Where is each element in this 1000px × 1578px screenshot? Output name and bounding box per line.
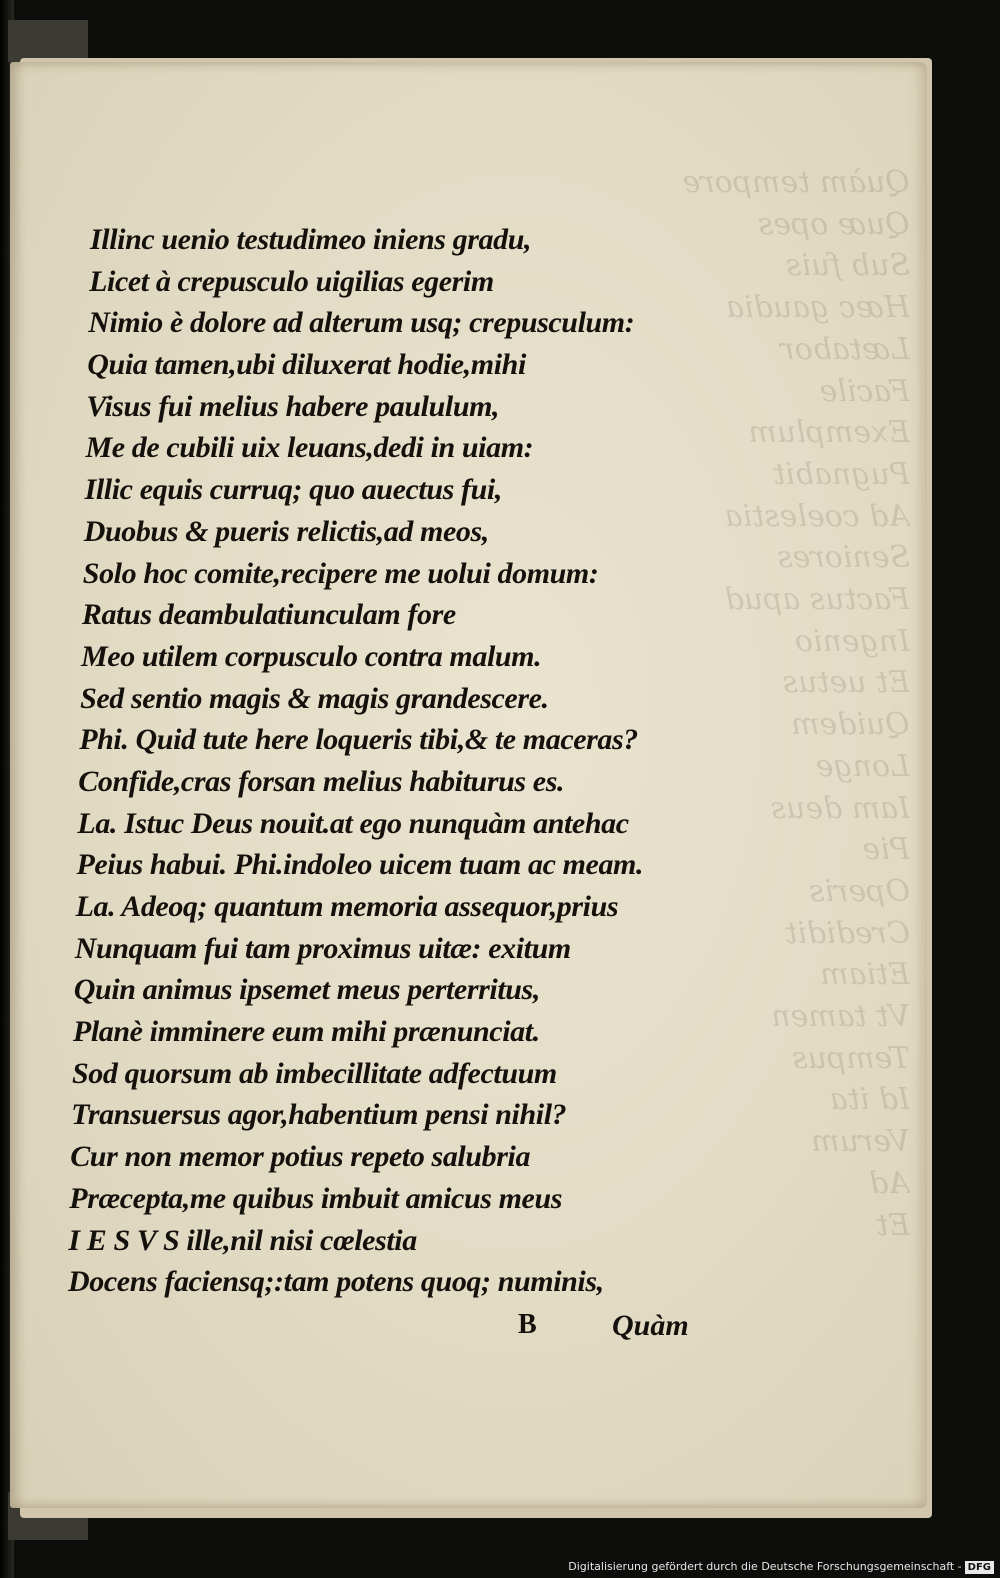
verse-line: Solo hoc comite,recipere me uolui domum: [82, 556, 599, 590]
verse-line: La. Istuc Deus nouit.at ego nunquàm antehac [77, 806, 629, 840]
binding-top [8, 20, 88, 62]
verse-line: Nunquam fui tam proximus uitæ: exitum [74, 931, 571, 965]
verse-line: Visus fui melius habere paululum, [86, 389, 500, 423]
verse-line: Sed sentio magis & magis grandescere. [80, 681, 549, 715]
signature-mark: B [518, 1309, 537, 1340]
verse-line: Transuersus agor,habentium pensi nihil? [71, 1098, 567, 1132]
verse-line: Ratus deambulatiunculam fore [81, 598, 456, 632]
book-page [10, 62, 927, 1508]
verse-line: Meo utilem corpusculo contra malum. [81, 639, 542, 673]
page-footer [10, 1309, 927, 1349]
dfg-logo: DFG [965, 1561, 994, 1574]
verse-line: Sod quorsum ab imbecillitate adfectuum [72, 1056, 557, 1090]
verse-line: Docens faciensq;:tam potens quoq; numinis, [68, 1265, 604, 1299]
verse-line: Illic equis curruq; quo auectus fui, [84, 473, 502, 507]
credit-text: Digitalisierung gefördert durch die Deutsche Forschungsgemeinschaft - [568, 1560, 962, 1573]
verse-text [68, 219, 748, 1303]
verse-line: Nimio è dolore ad alterum usq; crepusculum: [88, 306, 635, 340]
verse-line: Confide,cras forsan melius habiturus es. [78, 764, 565, 798]
verse-line: Phi. Quid tute here loqueris tibi,& te maceras? [79, 723, 638, 757]
verse-line: Quia tamen,ubi diluxerat hodie,mihi [87, 348, 526, 382]
verse-line: Duobus & pueris relictis,ad meos, [83, 514, 489, 548]
verse-line: Cur non memor potius repeto salubria [70, 1140, 531, 1174]
verse-line: Peius habui. Phi.indoleo uicem tuam ac meam. [76, 848, 644, 882]
show-through-text: Quàm tempore Q​uæ ​opes Sub ​fuis Hæc gaudia Lætabor Facile Exemplum Pugnabit Ad coelestia Seniores Factus apud Ingenio Et uetus Quidem Longe Iam deus Pie Operis Credidit Etiam Vt tamen Tempus Id ita Verum Ad Et [682, 165, 910, 1243]
verse-line: Illinc uenio testudimeo iniens gradu, [90, 223, 532, 256]
verse-line: I E S V S ille,nil nisi cœlestia [68, 1223, 417, 1257]
catchword: Quàm [612, 1309, 689, 1342]
digitization-credit [568, 1559, 994, 1575]
verse-line: Me de cubili uix leuans,dedi in uiam: [85, 431, 534, 465]
verse-line: Quin animus ipsemet meus perterritus, [73, 973, 540, 1007]
verse-line: Licet à crepusculo uigilias egerim [89, 264, 494, 298]
verse-line: La. Adeoq; quantum memoria assequor,prius [75, 890, 619, 923]
verse-line: Præcepta,me quibus imbuit amicus meus [69, 1181, 563, 1215]
verse-line: Planè imminere eum mihi prænunciat. [72, 1015, 540, 1049]
